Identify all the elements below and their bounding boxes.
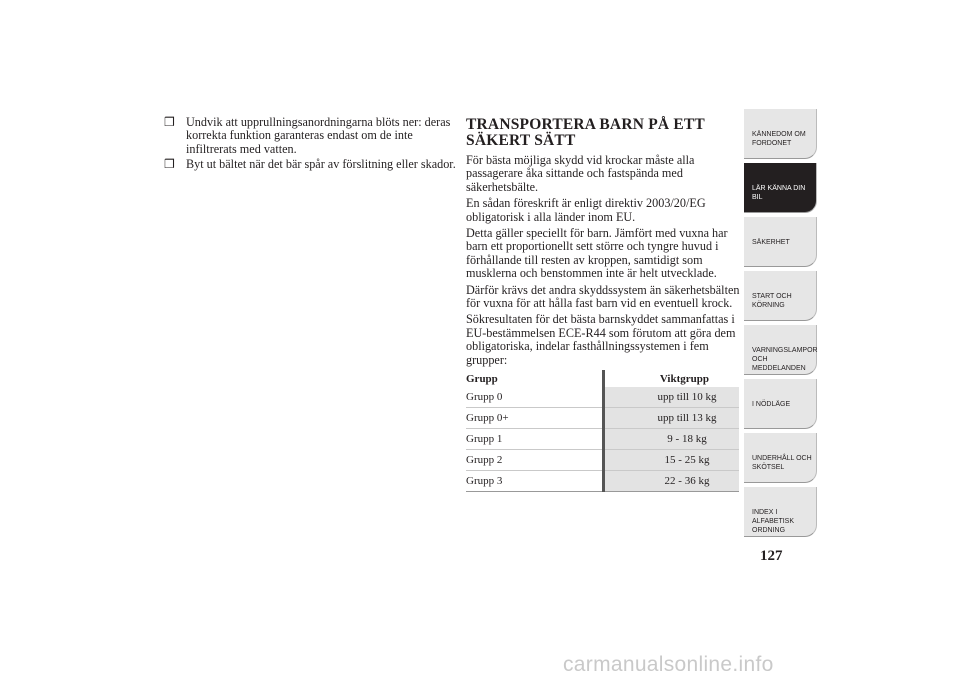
column-header-group: Grupp (466, 373, 498, 386)
group-cell: Grupp 1 (466, 429, 604, 450)
bullet-text: Byt ut bältet när det bär spår av förslitning eller skador. (186, 157, 456, 172)
group-cell: Grupp 3 (466, 471, 604, 492)
tab-index[interactable]: INDEX I ALFABETISK ORDNING (744, 487, 817, 537)
bullet-text: Undvik att upprullningsanordningarna blöts ner: deras korrekta funktion garanteras endast om de inte infiltrerats med vatten. (186, 115, 451, 156)
table-row (466, 408, 739, 429)
paragraph: Sökresultaten för det bästa barnskyddet sammanfattas i EU-bestämmelsen ECE-R44 som förutom att göra dem obligatoriska, indelar fasthållningssystemen i fem grupper: (466, 312, 736, 367)
tab-varningslampor[interactable]: VARNINGSLAMPOR OCH MEDDELANDEN (744, 325, 817, 375)
weight-cell: upp till 13 kg (604, 408, 740, 429)
group-cell: Grupp 0 (466, 387, 604, 408)
tab-kannedom-om-fordonet[interactable]: KÄNNEDOM OM FORDONET (744, 109, 817, 159)
weight-cell: upp till 10 kg (604, 387, 740, 408)
heading-line-1: TRANSPORTERA BARN PÅ ETT (466, 116, 705, 133)
chapter-tabs (744, 109, 817, 541)
group-cell: Grupp 0+ (466, 408, 604, 429)
table-row (466, 429, 739, 450)
group-cell: Grupp 2 (466, 450, 604, 471)
tab-sakerhet[interactable]: SÄKERHET (744, 217, 817, 267)
table-row (466, 471, 739, 492)
checkbox-bullet-icon: ❒ (164, 157, 175, 172)
table-header-row (466, 370, 739, 387)
table-row (466, 450, 739, 471)
column-header-weight: Viktgrupp (604, 370, 740, 387)
left-column (164, 116, 456, 174)
tab-lar-kanna-din-bil[interactable]: LÄR KÄNNA DIN BIL (744, 163, 817, 213)
paragraph: Detta gäller speciellt för barn. Jämfört med vuxna har barn ett proportionellt sett större och tyngre huvud i förhållande till resten av kroppen, samtidigt som musklerna och benstommen inte är helt utvecklade. (466, 226, 728, 281)
weight-cell: 15 - 25 kg (604, 450, 740, 471)
heading-line-2: SÄKERT SÄTT (466, 131, 576, 149)
weight-group-table (466, 370, 739, 492)
table-row (466, 387, 739, 408)
checkbox-bullet-icon: ❒ (164, 115, 175, 129)
section-heading (466, 117, 740, 148)
weight-cell: 9 - 18 kg (604, 429, 740, 450)
paragraph: För bästa möjliga skydd vid krockar måste alla passagerare åka sittande och fastspända med säkerhetsbälte. (466, 153, 695, 194)
tab-underhall-och-skotsel[interactable]: UNDERHÅLL OCH SKÖTSEL (744, 433, 817, 483)
tab-i-nodlage[interactable]: I NÖDLÄGE (744, 379, 817, 429)
page-number: 127 (760, 548, 783, 564)
bullet-item (164, 158, 456, 171)
bullet-item (164, 116, 456, 156)
tab-start-och-korning[interactable]: START OCH KÖRNING (744, 271, 817, 321)
watermark: carmanualsonline.info (563, 653, 774, 676)
weight-cell: 22 - 36 kg (604, 471, 740, 492)
paragraph: En sådan föreskrift är enligt direktiv 2003/20/EG obligatorisk i alla länder inom EU. (466, 196, 706, 224)
right-column (466, 117, 740, 492)
paragraph: Därför krävs det andra skyddssystem än säkerhetsbälten för vuxna för att hålla fast barn vid en eventuell krock. (466, 282, 740, 311)
